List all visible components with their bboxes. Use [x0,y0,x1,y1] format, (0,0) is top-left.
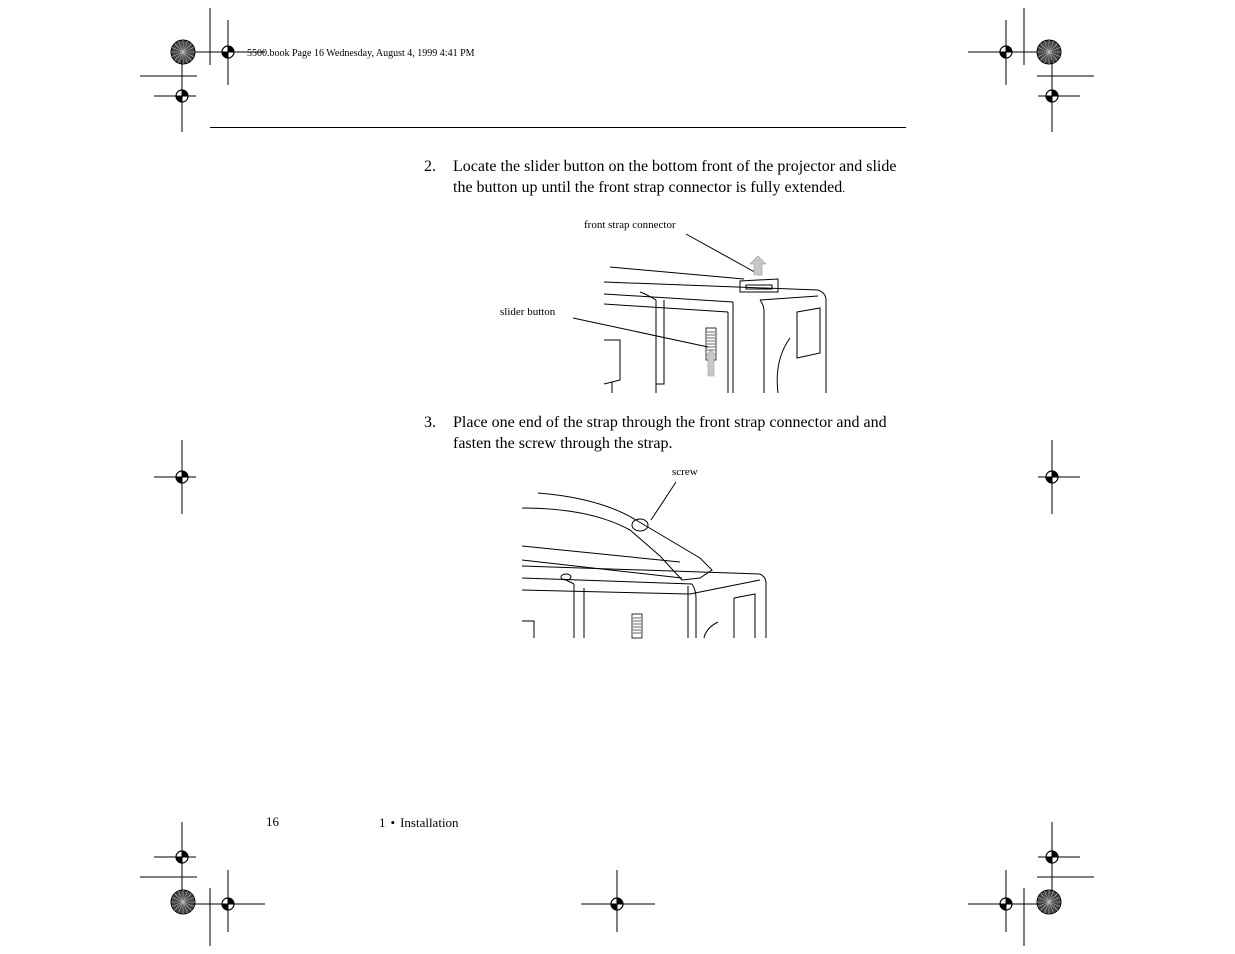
step-number: 2. [424,158,436,175]
callout-front-strap-connector: front strap connector [584,219,676,231]
footer-section [379,815,459,831]
step-text: Place one end of the strap through the front strap connector and and fasten the screw through the strap. [453,414,887,452]
header-slug: 5500.book Page 16 Wednesday, August 4, 1999 4:41 PM [247,48,475,59]
callout-slider-button: slider button [500,306,556,318]
step-number: 3. [424,414,436,431]
page-number: 16 [266,814,279,829]
footer-chapter: 1 [379,815,386,830]
step-text-period: . [842,183,845,195]
step-text-body: Locate the slider button on the bottom front of the projector and slide the button up until the front strap connector is fully extended [453,158,897,196]
footer-bullet: • [390,815,396,830]
callout-screw: screw [672,466,698,478]
footer-section-title: Installation [400,815,459,830]
